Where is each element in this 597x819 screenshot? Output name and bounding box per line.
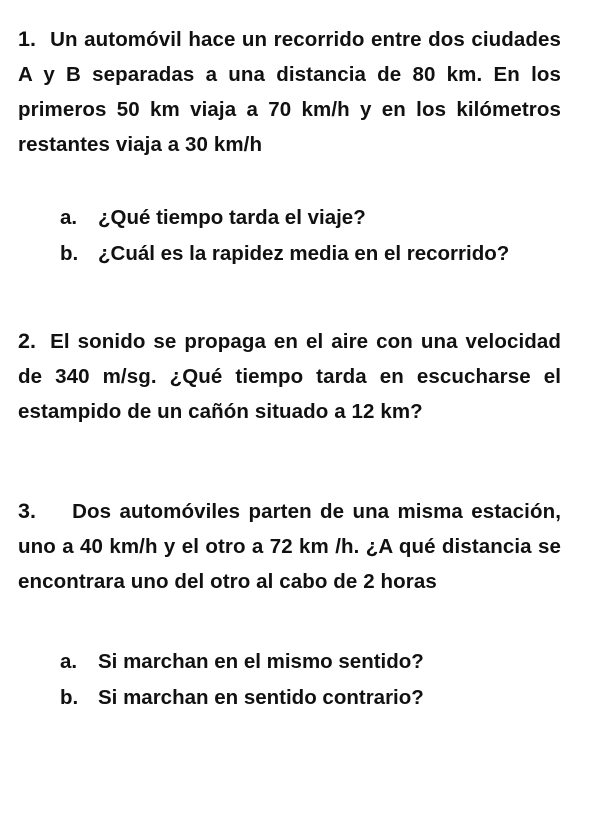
subquestion-letter: a.	[60, 206, 78, 229]
subquestion	[60, 236, 561, 272]
problem-3	[18, 494, 561, 599]
subquestion-text: ¿Qué tiempo tarda el viaje?	[98, 206, 366, 229]
subquestion-letter: b.	[60, 686, 79, 709]
problem-statement: Dos automóviles parten de una misma estación, uno a 40 km/h y el otro a 72 km /h. ¿A qué distancia se encontrara uno del otro al cabo de 2 horas	[18, 500, 561, 593]
problem-number: 3.	[18, 499, 37, 523]
subquestion	[60, 200, 561, 236]
subquestion	[60, 680, 561, 716]
problem-2	[18, 324, 561, 429]
problem-1-subquestions	[18, 200, 561, 272]
subquestion	[60, 644, 561, 680]
problem-1	[18, 22, 561, 162]
subquestion-text: Si marchan en el mismo sentido?	[98, 650, 424, 673]
problem-3-subquestions	[18, 644, 561, 716]
problem-number: 2.	[18, 329, 37, 353]
subquestion-letter: b.	[60, 242, 79, 265]
subquestion-letter: a.	[60, 650, 78, 673]
problem-statement: El sonido se propaga en el aire con una velocidad de 340 m/sg. ¿Qué tiempo tarda en escucharse el estampido de un cañón situado a 12 km?	[18, 330, 561, 423]
problem-statement: Un automóvil hace un recorrido entre dos ciudades A y B separadas a una distancia de 80 km. En los primeros 50 km viaja a 70 km/h y en los kilómetros restantes viaja a 30 km/h	[18, 28, 561, 156]
subquestion-text: Si marchan en sentido contrario?	[98, 686, 424, 709]
subquestion-text: ¿Cuál es la rapidez media en el recorrido?	[98, 242, 510, 265]
problem-number: 1.	[18, 27, 37, 51]
